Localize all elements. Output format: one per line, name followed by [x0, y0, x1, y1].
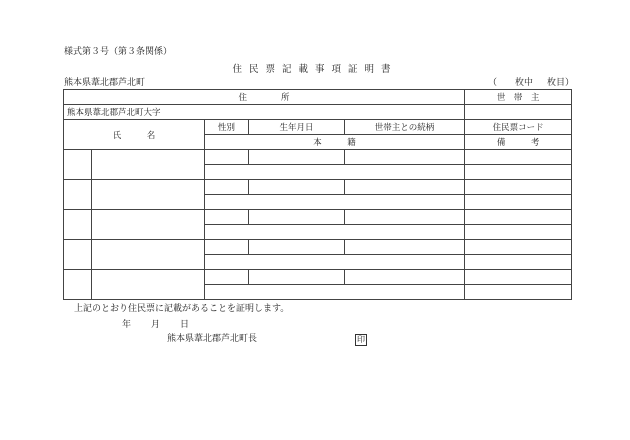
page-count-open: （: [488, 78, 498, 88]
entry-relationship-field[interactable]: [345, 180, 465, 195]
page-count-of-label: 枚中: [515, 78, 534, 88]
entry-relationship-field[interactable]: [345, 150, 465, 165]
entry-remarks-field[interactable]: [465, 165, 572, 180]
column-header-row: [64, 120, 572, 135]
entry-name-field[interactable]: [92, 150, 205, 180]
document-title: 住民票記載事項証明書: [232, 64, 398, 75]
entry-gender-field[interactable]: [205, 270, 249, 285]
address-header-row: [64, 90, 572, 105]
entry-name-field[interactable]: [92, 270, 205, 300]
entry-row: [64, 270, 572, 285]
entry-index-cell: [64, 240, 92, 270]
entry-row: [64, 150, 572, 165]
date-year-label: 年: [122, 320, 132, 330]
entry-birthdate-field[interactable]: [249, 270, 345, 285]
entry-row: [64, 240, 572, 255]
resident-code-header: 住民票コード: [465, 120, 572, 135]
entry-relationship-field[interactable]: [345, 270, 465, 285]
entry-birthdate-field[interactable]: [249, 240, 345, 255]
entry-resident-code-field[interactable]: [465, 150, 572, 165]
gender-header: 性別: [205, 120, 249, 135]
entry-index-cell: [64, 180, 92, 210]
address-value-row: [64, 105, 572, 120]
entry-resident-code-field[interactable]: [465, 270, 572, 285]
entry-resident-code-field[interactable]: [465, 180, 572, 195]
name-header: 氏 名: [64, 120, 205, 150]
entry-gender-field[interactable]: [205, 180, 249, 195]
page-count: [488, 79, 574, 88]
entry-row: [64, 180, 572, 195]
entry-domicile-field[interactable]: [205, 225, 465, 240]
entry-name-field[interactable]: [92, 180, 205, 210]
entry-domicile-field[interactable]: [205, 285, 465, 300]
address-field[interactable]: 熊本県葦北郡芦北町大字: [64, 105, 465, 120]
entry-gender-field[interactable]: [205, 240, 249, 255]
entry-index-cell: [64, 210, 92, 240]
entry-domicile-field[interactable]: [205, 195, 465, 210]
entry-birthdate-field[interactable]: [249, 180, 345, 195]
entry-name-field[interactable]: [92, 210, 205, 240]
issuer-municipality: 熊本県葦北郡芦北町: [64, 78, 146, 88]
entry-gender-field[interactable]: [205, 150, 249, 165]
certificate-table: [63, 89, 572, 300]
entry-relationship-field[interactable]: [345, 210, 465, 225]
entry-birthdate-field[interactable]: [249, 210, 345, 225]
address-header: 住 所: [64, 90, 465, 105]
entry-remarks-field[interactable]: [465, 225, 572, 240]
seal-mark-icon: 印: [357, 335, 365, 344]
entry-domicile-field[interactable]: [205, 165, 465, 180]
mayor-title: 熊本県葦北郡芦北町長: [167, 334, 258, 344]
remarks-header: 備 考: [465, 135, 572, 150]
householder-field[interactable]: [465, 105, 572, 120]
entry-row: [64, 210, 572, 225]
entry-index-cell: [64, 270, 92, 300]
entry-birthdate-field[interactable]: [249, 150, 345, 165]
entry-index-cell: [64, 150, 92, 180]
birthdate-header: 生年月日: [249, 120, 345, 135]
certification-text: 上記のとおり住民票に記載があることを証明します。: [74, 304, 290, 314]
domicile-header: 本 籍: [205, 135, 465, 150]
entry-gender-field[interactable]: [205, 210, 249, 225]
entry-remarks-field[interactable]: [465, 195, 572, 210]
entry-resident-code-field[interactable]: [465, 210, 572, 225]
entry-resident-code-field[interactable]: [465, 240, 572, 255]
certification-date: [122, 321, 189, 330]
form-code: 様式第３号（第３条関係）: [64, 47, 173, 57]
entry-domicile-field[interactable]: [205, 255, 465, 270]
entry-relationship-field[interactable]: [345, 240, 465, 255]
entry-remarks-field[interactable]: [465, 285, 572, 300]
date-month-label: 月: [151, 320, 161, 330]
page-count-page-label: 枚目）: [547, 78, 575, 88]
entry-remarks-field[interactable]: [465, 255, 572, 270]
householder-header: 世 帯 主: [465, 90, 572, 105]
relationship-header: 世帯主との続柄: [345, 120, 465, 135]
entry-name-field[interactable]: [92, 240, 205, 270]
date-day-label: 日: [180, 320, 190, 330]
